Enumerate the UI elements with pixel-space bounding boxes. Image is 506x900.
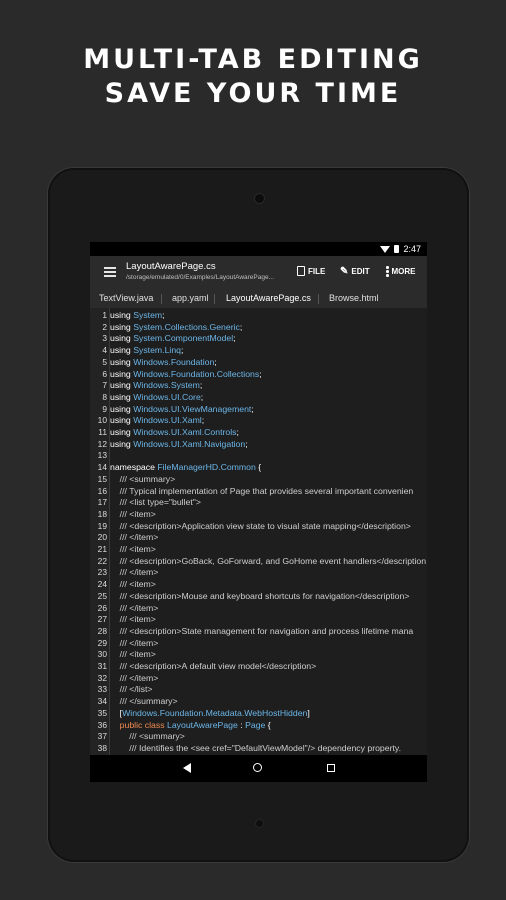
file-path: /storage/emulated/0/Examples/LayoutAwarePage... xyxy=(126,274,275,281)
code-text: /// </item> xyxy=(110,637,159,648)
code-line[interactable] xyxy=(90,509,427,521)
line-number: 1 xyxy=(102,310,107,320)
file-title: LayoutAwarePage.cs xyxy=(126,261,216,272)
code-line[interactable] xyxy=(90,427,427,439)
code-line[interactable] xyxy=(90,450,427,462)
overflow-dots-icon xyxy=(386,266,389,277)
code-text: public class LayoutAwarePage : Page { xyxy=(110,719,271,730)
tab-label: app.yaml xyxy=(172,293,209,303)
line-number: 25 xyxy=(97,590,107,601)
code-text: /// <summary> xyxy=(110,473,176,484)
menu-icon[interactable] xyxy=(104,267,116,277)
pencil-icon: ✎ xyxy=(340,266,349,277)
line-number: 11 xyxy=(98,427,107,437)
tab-layoutawarepage-cs[interactable] xyxy=(220,290,317,310)
tab-divider xyxy=(318,294,319,304)
code-text: /// </item> xyxy=(110,672,159,683)
line-number: 3 xyxy=(102,333,107,344)
line-number: 16 xyxy=(97,485,107,496)
line-number: 22 xyxy=(97,555,107,566)
line-number: 24 xyxy=(97,579,107,590)
line-number: 37 xyxy=(97,731,107,742)
code-text: /// </item> xyxy=(110,602,159,613)
line-number: 28 xyxy=(97,625,107,636)
recent-apps-icon[interactable] xyxy=(327,764,335,772)
code-text: /// </list> xyxy=(110,684,153,695)
code-line[interactable] xyxy=(90,380,427,392)
code-text: /// <description>A default view model</description> xyxy=(110,661,317,671)
line-number: 8 xyxy=(102,391,107,402)
line-number: 36 xyxy=(97,719,107,730)
code-line[interactable] xyxy=(90,720,427,732)
code-line[interactable] xyxy=(90,673,427,685)
line-number: 5 xyxy=(102,356,107,367)
code-line[interactable] xyxy=(90,614,427,626)
code-line[interactable] xyxy=(90,404,427,416)
line-number: 10 xyxy=(97,415,107,426)
more-button-label: MORE xyxy=(391,266,416,276)
line-number: 38 xyxy=(97,742,107,753)
code-text: /// </summary> xyxy=(110,696,178,707)
line-number: 29 xyxy=(97,637,107,648)
device-screen xyxy=(90,242,427,782)
line-number: 20 xyxy=(97,532,107,543)
line-number: 33 xyxy=(97,684,107,695)
line-number: 21 xyxy=(97,544,107,554)
code-line[interactable] xyxy=(90,415,427,427)
code-text: using System.Collections.Generic; xyxy=(110,321,243,332)
code-line[interactable] xyxy=(90,696,427,708)
tab-divider xyxy=(214,294,215,304)
line-number: 15 xyxy=(97,473,107,484)
code-line[interactable] xyxy=(90,603,427,615)
code-text: using Windows.Foundation.Collections; xyxy=(110,368,262,379)
edit-button[interactable] xyxy=(340,266,370,277)
code-text: /// Identifies the <see cref="DefaultViewModel"/> dependency property. xyxy=(110,742,402,753)
tab-divider xyxy=(161,294,162,304)
code-text: using Windows.UI.Xaml.Controls; xyxy=(110,427,239,437)
line-number: 7 xyxy=(102,380,107,391)
code-line[interactable] xyxy=(90,497,427,509)
code-line[interactable] xyxy=(90,591,427,603)
code-text: /// <description>GoBack, GoForward, and GoHome event handlers</description xyxy=(110,555,427,566)
code-text: using Windows.System; xyxy=(110,380,203,391)
code-line[interactable] xyxy=(90,638,427,650)
front-camera xyxy=(254,193,265,204)
line-number: 18 xyxy=(97,508,107,519)
file-button[interactable] xyxy=(297,266,325,276)
wifi-icon xyxy=(380,246,390,253)
line-number: 26 xyxy=(97,602,107,613)
tab-label: LayoutAwarePage.cs xyxy=(226,293,311,303)
file-button-label: FILE xyxy=(308,266,326,276)
code-text: /// </item> xyxy=(110,532,159,543)
code-line[interactable] xyxy=(90,439,427,451)
code-text: using System.Linq; xyxy=(110,345,184,356)
code-text: /// <description>Application view state to visual state mapping</description> xyxy=(110,520,411,531)
code-line[interactable] xyxy=(90,310,427,322)
tab-textview-java[interactable] xyxy=(93,290,159,308)
code-text: using System.ComponentModel; xyxy=(110,333,236,344)
system-nav-bar xyxy=(90,755,427,782)
code-line[interactable] xyxy=(90,333,427,345)
battery-icon xyxy=(394,245,399,253)
code-line[interactable] xyxy=(90,474,427,486)
code-text: using Windows.UI.Core; xyxy=(110,391,204,402)
file-icon xyxy=(297,266,305,276)
code-text: using Windows.UI.ViewManagement; xyxy=(110,403,254,414)
line-number: 27 xyxy=(97,614,107,625)
code-text: using Windows.UI.Xaml; xyxy=(110,415,205,426)
code-line[interactable] xyxy=(90,567,427,579)
line-number: 32 xyxy=(97,672,107,683)
tab-label: Browse.html xyxy=(329,293,379,303)
line-number: 17 xyxy=(97,497,107,508)
line-number: 12 xyxy=(97,438,107,449)
code-text: /// <summary> xyxy=(110,731,185,742)
more-button[interactable] xyxy=(386,266,416,277)
code-line[interactable] xyxy=(90,743,427,755)
headline-line-1: MULTI-TAB EDITING xyxy=(83,44,423,75)
code-text: [Windows.Foundation.Metadata.WebHostHidden] xyxy=(110,707,310,718)
code-text: /// <description>State management for navigation and process lifetime mana xyxy=(110,625,414,636)
code-line[interactable] xyxy=(90,556,427,568)
code-text: namespace FileManagerHD.Common { xyxy=(110,462,262,473)
line-number: 19 xyxy=(97,520,107,531)
code-text: /// Typical implementation of Page that provides several important convenien xyxy=(110,485,414,496)
code-text: using System; xyxy=(110,310,165,320)
code-line[interactable] xyxy=(90,357,427,369)
code-line[interactable] xyxy=(90,731,427,743)
code-line[interactable] xyxy=(90,684,427,696)
code-line[interactable] xyxy=(90,345,427,357)
edit-button-label: EDIT xyxy=(351,267,370,276)
code-line[interactable] xyxy=(90,486,427,498)
code-line[interactable] xyxy=(90,392,427,404)
code-text: /// <description>Mouse and keyboard shortcuts for navigation</description> xyxy=(110,590,410,601)
tab-browse-html[interactable] xyxy=(323,290,385,308)
tab-label: TextView.java xyxy=(99,293,154,303)
tab-app-yaml[interactable] xyxy=(166,290,215,308)
line-number: 9 xyxy=(102,403,107,414)
home-icon[interactable] xyxy=(253,763,262,772)
line-number: 23 xyxy=(97,567,107,578)
code-text: /// <list type="bullet"> xyxy=(110,497,201,508)
line-number: 35 xyxy=(97,707,107,718)
status-bar xyxy=(90,242,427,256)
line-number: 34 xyxy=(97,696,107,707)
code-text: using Windows.Foundation; xyxy=(110,356,217,367)
line-number: 31 xyxy=(97,661,107,671)
file-tabs xyxy=(90,290,427,308)
code-line[interactable] xyxy=(90,322,427,334)
line-number: 6 xyxy=(102,368,107,379)
code-line[interactable] xyxy=(90,626,427,638)
code-text: /// <item> xyxy=(110,544,156,554)
code-text: /// <item> xyxy=(110,614,156,625)
code-line[interactable] xyxy=(90,544,427,556)
back-icon[interactable] xyxy=(183,763,191,773)
line-number: 4 xyxy=(102,345,107,356)
code-line[interactable] xyxy=(90,462,427,474)
line-number: 13 xyxy=(97,450,107,461)
code-line[interactable] xyxy=(90,708,427,720)
code-line[interactable] xyxy=(90,579,427,591)
app-toolbar xyxy=(90,256,427,290)
code-line[interactable] xyxy=(90,532,427,544)
line-number: 14 xyxy=(97,462,107,473)
code-text: /// <item> xyxy=(110,508,156,519)
code-text: /// </item> xyxy=(110,567,159,578)
code-line[interactable] xyxy=(90,649,427,661)
code-text: /// <item> xyxy=(110,579,156,590)
headline-line-2: SAVE YOUR TIME xyxy=(104,78,402,109)
code-line[interactable] xyxy=(90,369,427,381)
line-number: 30 xyxy=(97,649,107,660)
line-number: 2 xyxy=(102,321,107,332)
code-text: using Windows.UI.Xaml.Navigation; xyxy=(110,438,248,449)
tablet-sensor xyxy=(255,819,264,828)
code-editor[interactable] xyxy=(90,308,427,755)
status-time: 2:47 xyxy=(403,244,421,254)
code-text: /// <item> xyxy=(110,649,156,660)
code-line[interactable] xyxy=(90,521,427,533)
code-line[interactable] xyxy=(90,661,427,673)
